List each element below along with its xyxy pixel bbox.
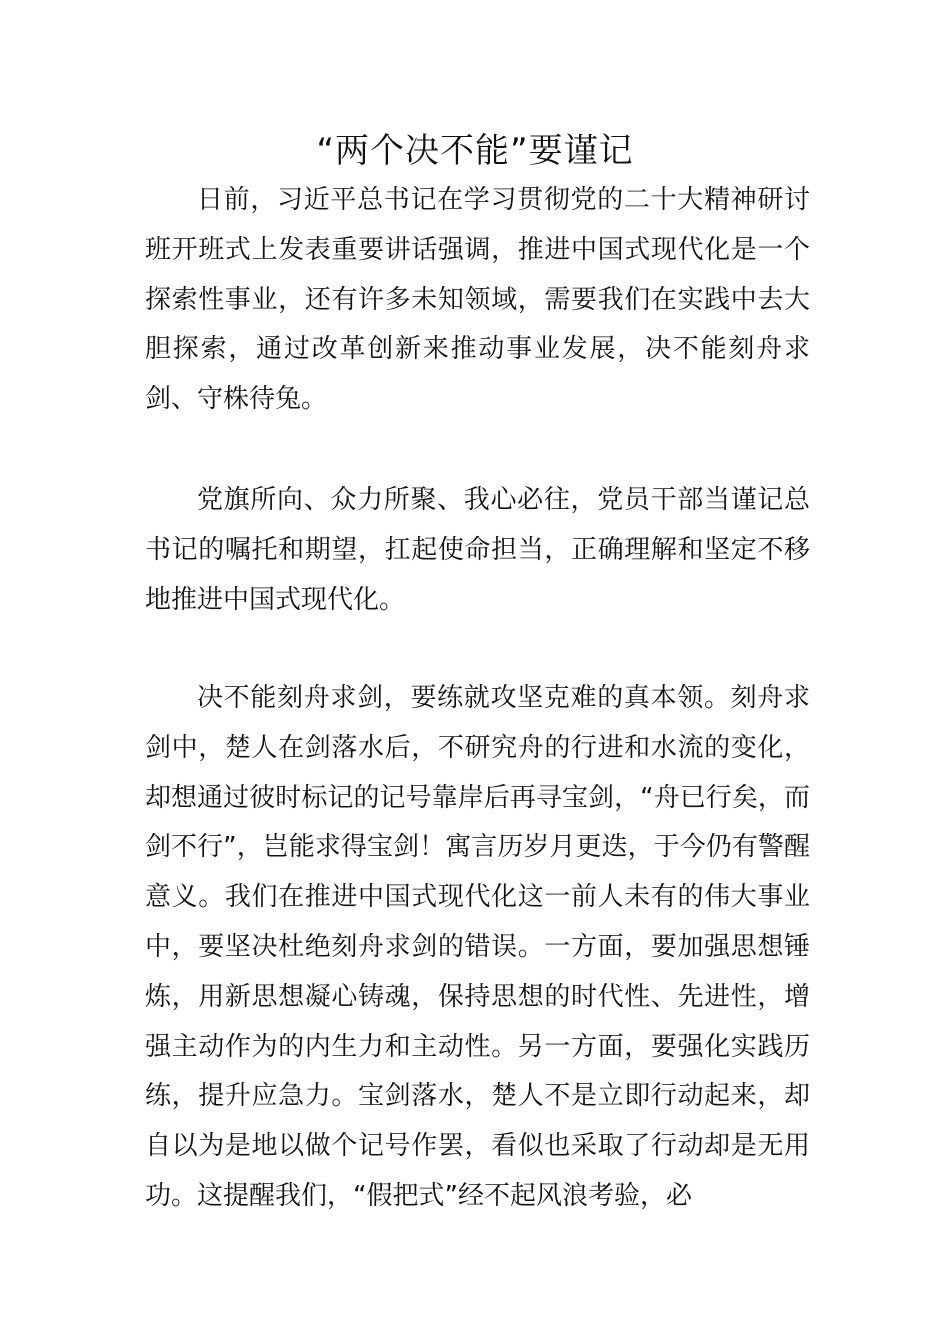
document-title: “两个决不能”要谨记 <box>316 131 634 171</box>
paragraph-1: 日前，习近平总书记在学习贯彻党的二十大精神研讨班开班式上发表重要讲话强调，推进中国式现代化是一个探索性事业，还有许多未知领域，需要我们在实践中去大胆探索，通过改革创新来推动事业发展，决不能刻舟求剑、守株待兔。 <box>145 185 810 415</box>
paragraph-2: 党旗所向、众力所聚、我心必往，党员干部当谨记总书记的嘱托和期望，扛起使命担当，正确理解和坚定不移地推进中国式现代化。 <box>145 485 810 615</box>
paragraph-3: 决不能刻舟求剑，要练就攻坚克难的真本领。刻舟求剑中，楚人在剑落水后，不研究舟的行进和水流的变化，却想通过彼时标记的记号靠岸后再寻宝剑，“舟已行矣，而剑不行”，岂能求得宝剑！寓言历岁月更迭，于今仍有警醒意义。我们在推进中国式现代化这一前人未有的伟大事业中，要坚决杜绝刻舟求剑的错误。一方面，要加强思想锤炼，用新思想凝心铸魂，保持思想的时代性、先进性，增强主动作为的内生力和主动性。另一方面，要强化实践历练，提升应急力。宝剑落水，楚人不是立即行动起来，却自以为是地以做个记号作罢，看似也采取了行动却是无用功。这提醒我们，“假把式”经不起风浪考验，必 <box>145 683 810 1211</box>
